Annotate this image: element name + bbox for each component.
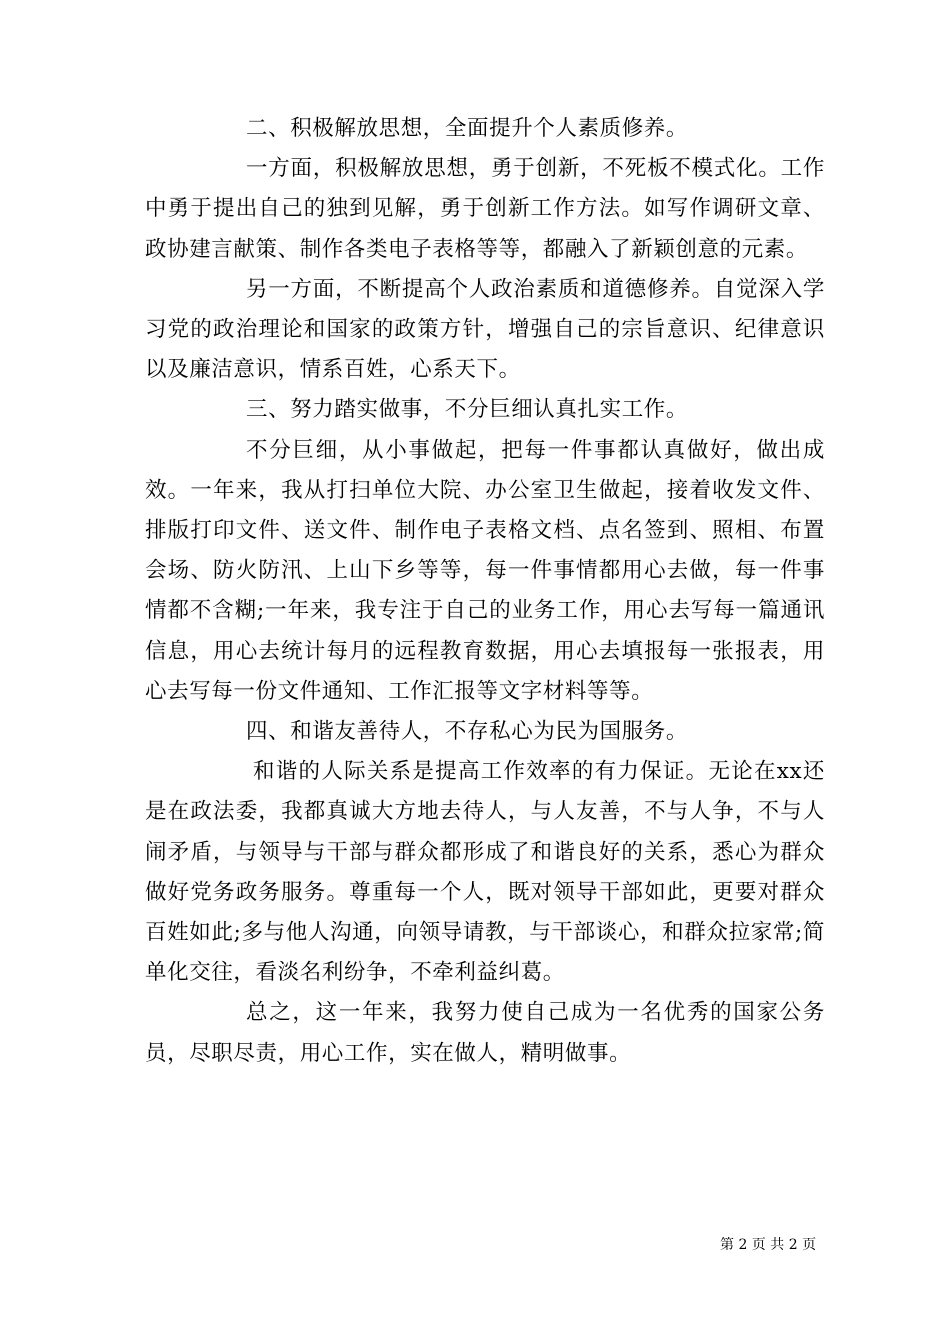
section-heading-3: 三、努力踏实做事，不分巨细认真扎实工作。 [246,397,689,423]
paragraph: 一方面，积极解放思想，勇于创新，不死板不模式化。工作中勇于提出自己的独到见解，勇于创新工作方法。如写作调研文章、政协建言献策、制作各类电子表格等等，都融入了新颖创意的元素。 [145,156,825,262]
paragraph: 另一方面，不断提高个人政治素质和道德修养。自觉深入学习党的政治理论和国家的政策方针，增强自己的宗旨意识、纪律意识以及廉洁意识，情系百姓，心系天下。 [145,276,825,383]
paragraph: 总之，这一年来，我努力使自己成为一名优秀的国家公务员，尽职尽责，用心工作，实在做人，精明做事。 [145,1000,825,1066]
paragraph: 不分巨细，从小事做起，把每一件事都认真做好，做出成效。一年来，我从打扫单位大院、办公室卫生做起，接着收发文件、排版打印文件、送文件、制作电子表格文档、点名签到、照相、布置会场、防火防汛、上山下乡等等，每一件事情都用心去做，每一件事情都不含糊;一年来，我专注于自己的业务工作，用心去写每一篇通讯信息，用心去统计每月的远程教育数据，用心去填报每一张报表，用心去写每一份文件通知、工作汇报等文字材料等等。 [145,437,825,704]
page-number-footer: 第 2 页 共 2 页 [720,1237,817,1253]
paragraph: 和谐的人际关系是提高工作效率的有力保证。无论在xx还是在政法委，我都真诚大方地去待人，与人友善，不与人争，不与人闹矛盾，与领导与干部与群众都形成了和谐良好的关系，悉心为群众做好党务政务服务。尊重每一个人，既对领导干部如此，更要对群众百姓如此;多与他人沟通，向领导请教，与干部谈心，和群众拉家常;简单化交往，看淡名利纷争，不牵利益纠葛。 [145,759,825,986]
section-heading-2: 二、积极解放思想，全面提升个人素质修养。 [246,116,689,141]
section-heading-4: 四、和谐友善待人，不存私心为民为国服务。 [246,719,689,745]
document-body [145,109,825,1074]
